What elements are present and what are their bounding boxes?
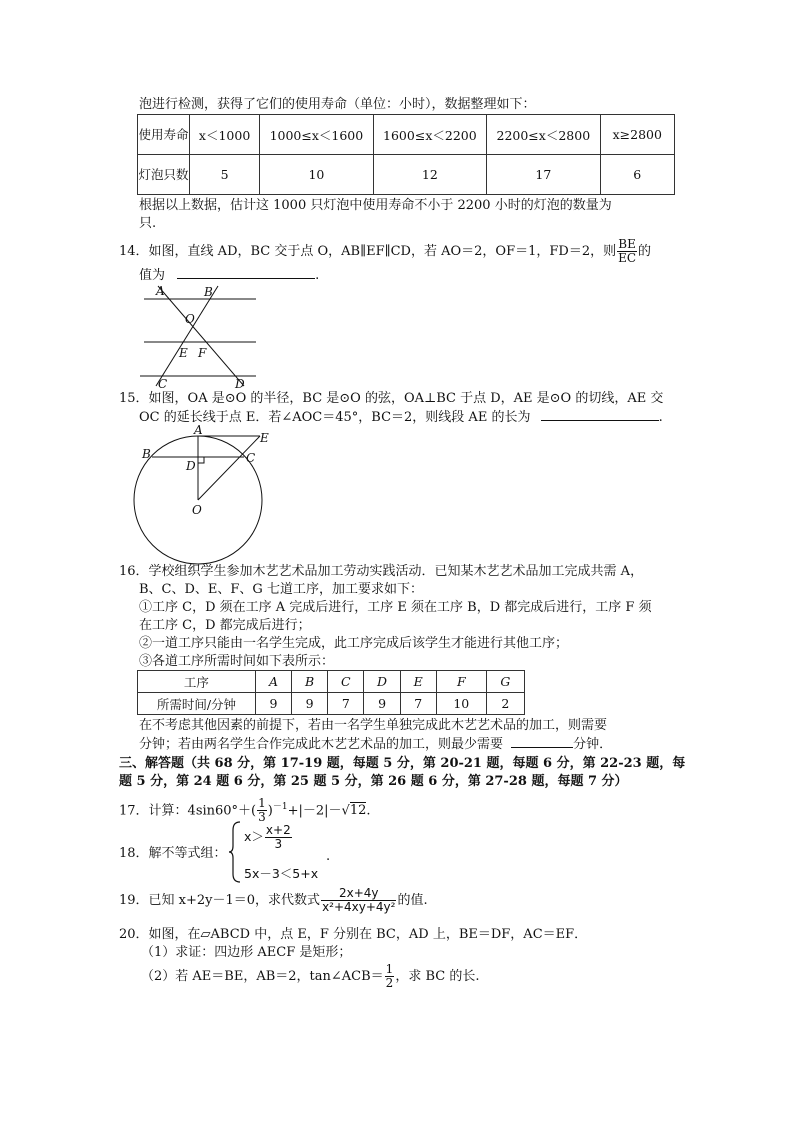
q14-label-c: C — [158, 377, 168, 390]
q19-num: 2x+4y — [321, 887, 396, 901]
q15-answer-blank[interactable] — [541, 408, 659, 421]
q13-table — [137, 114, 675, 195]
q14-frac-den: EC — [618, 251, 637, 265]
q15-label-e: E — [260, 431, 269, 445]
q20-part2 — [141, 962, 479, 992]
q16-line6: ③各道工序所需时间如下表所示： — [139, 654, 335, 669]
q20-frac-den: 2 — [385, 976, 394, 990]
q17-sqrt-value: 12 — [349, 803, 367, 819]
q15-label-c: C — [246, 451, 256, 465]
q14-label-f: F — [198, 346, 207, 360]
q17-prefix: 17．计算：4sin60°＋( — [119, 803, 257, 819]
q15-label-d: D — [186, 459, 196, 473]
q20-line1: 20．如图，在▱ABCD 中，点 E，F 分别在 BC，AD 上，BE＝DF，AC＝EF． — [119, 927, 588, 942]
q19-den: x²+4xy+4y² — [322, 900, 396, 914]
q13-conclusion-2: 只. — [139, 216, 157, 231]
q18-prefix: 18．解不等式组： — [119, 846, 227, 861]
q16-header-d: D — [364, 671, 400, 693]
q14-label-b: B — [204, 285, 213, 299]
q16-time-g: 2 — [486, 693, 524, 715]
q13-count-1: 5 — [190, 155, 260, 195]
q17-line — [119, 793, 371, 825]
q16-line3: ①工序 C，D 须在工序 A 完成后进行，工序 E 须在工序 B，D 都完成后进行，工序 F 须 — [139, 600, 652, 615]
q13-intro: 泡进行检测，获得了它们的使用寿命（单位：小时），数据整理如下： — [139, 97, 536, 112]
q13-count-4: 17 — [487, 155, 600, 195]
q14-frac-after: 的 — [638, 244, 652, 259]
q14-answer-label: 值为 — [139, 268, 166, 283]
q16-time-c: 7 — [328, 693, 364, 715]
q16-answer-blank[interactable] — [511, 735, 573, 748]
brace-icon — [228, 820, 242, 884]
q20-frac-num: 1 — [385, 962, 394, 976]
q16-line4: 在工序 C，D 都完成后进行； — [139, 618, 311, 633]
q19-suffix: 的值. — [397, 893, 428, 908]
q17-exponent: －1 — [272, 802, 288, 812]
q13-header-lt1000: x＜1000 — [190, 115, 260, 155]
q17-frac-num: 1 — [258, 796, 266, 811]
q15-label-b: B — [142, 447, 151, 461]
q15-label-a: A — [194, 424, 203, 437]
q16-time-b: 9 — [292, 693, 328, 715]
section3-line2: 题 5 分，第 24 题 6 分，第 25 题 5 分，第 26 题 6 分，第 27-28 题，每题 7 分） — [119, 774, 628, 789]
q14-label-e: E — [179, 346, 188, 360]
q13-header-1600-2200: 1600≤x＜2200 — [373, 115, 486, 155]
q16-line8-end: 分钟． — [573, 737, 613, 752]
q16-header-f: F — [436, 671, 486, 693]
q15-line1: 15．如图，OA 是⊙O 的半径，BC 是⊙O 的弦，OA⊥BC 于点 D，AE 是⊙O 的切线，AE 交 — [119, 391, 664, 406]
q15-end: . — [658, 410, 663, 425]
q13-header-2200-2800: 2200≤x＜2800 — [487, 115, 600, 155]
q16-time-f: 10 — [436, 693, 486, 715]
q16-line8-text: 分钟；若由两名学生合作完成此木艺艺术品的加工，则最少需要 — [139, 737, 504, 752]
q13-header-lifetime: 使用寿命 — [138, 115, 190, 155]
q14-frac-num: BE — [618, 237, 636, 251]
q16-header-c: C — [328, 671, 364, 693]
q13-count-2: 10 — [260, 155, 373, 195]
q20-part2-end: ，求 BC 的长. — [395, 969, 480, 984]
q16-line7: 在不考虑其他因素的前提下，若由一名学生单独完成此木艺艺术品的加工，则需要 — [139, 718, 608, 733]
q16-header-e: E — [400, 671, 436, 693]
q18-end: . — [326, 849, 331, 864]
q14-label-o: O — [185, 312, 195, 326]
q13-header-1000-1600: 1000≤x＜1600 — [260, 115, 373, 155]
q18-inequality-2: 5x－3＜5+x — [244, 866, 319, 881]
q14-label-d: D — [235, 377, 245, 390]
q18-ineq1-num: x+2 — [265, 823, 291, 837]
q13-count-5: 6 — [600, 155, 674, 195]
q14-line1 — [119, 238, 651, 265]
q16-time-a: 9 — [255, 693, 291, 715]
q16-line2: B、C、D、E、F、G 七道工序，加工要求如下： — [139, 582, 423, 597]
q15-label-o: O — [192, 503, 202, 517]
q16-header-a: A — [255, 671, 291, 693]
q16-line5: ②一道工序只能由一名学生完成，此工序完成后该学生才能进行其他工序； — [139, 636, 569, 651]
q16-header-b: B — [292, 671, 328, 693]
q16-time-d: 9 — [364, 693, 400, 715]
q17-rest: +|－2|－ — [287, 803, 342, 819]
sqrt-icon: √ — [341, 803, 350, 819]
q13-row-bulb-count: 灯泡只数 — [138, 155, 190, 195]
q16-row-time: 所需时间/分钟 — [138, 693, 256, 715]
q16-header-process: 工序 — [138, 671, 256, 693]
section3-line1: 三、解答题（共 68 分，第 17-19 题，每题 5 分，第 20-21 题，每题 6 分，第 22-23 题，每 — [119, 756, 686, 771]
q14-text: 14．如图，直线 AD，BC 交于点 O，AB∥EF∥CD，若 AO＝2，OF＝1，FD＝2，则 — [119, 244, 617, 259]
q20-part1: （1）求证：四边形 AECF 是矩形； — [141, 945, 352, 960]
q16-line8 — [139, 735, 612, 754]
q17-end: . — [366, 803, 371, 819]
q17-frac-den: 3 — [258, 810, 266, 825]
q18-inequality-1 — [244, 823, 293, 851]
q14-label-a: A — [156, 284, 165, 298]
q13-conclusion-1: 根据以上数据，估计这 1000 只灯泡中使用寿命不小于 2200 小时的灯泡的数量为 — [139, 198, 612, 213]
q15-figure — [132, 424, 280, 566]
q14-answer-blank[interactable] — [177, 266, 315, 279]
q17-suffix: ) — [267, 803, 273, 819]
q20-part2-text: （2）若 AE＝BE，AB＝2，tan∠ACB＝ — [141, 969, 384, 984]
q16-table — [137, 670, 525, 715]
q13-header-ge2800: x≥2800 — [600, 115, 674, 155]
q16-header-g: G — [486, 671, 524, 693]
q14-end: . — [315, 268, 320, 283]
q19-prefix: 19．已知 x+2y－1＝0，求代数式 — [119, 893, 321, 908]
q16-line1: 16．学校组织学生参加木艺艺术品加工劳动实践活动．已知某木艺艺术品加工完成共需 A， — [119, 564, 644, 579]
q13-count-3: 12 — [373, 155, 486, 195]
q14-figure — [134, 282, 264, 390]
q18-ineq1-den: 3 — [274, 837, 283, 851]
q18-ineq1-left: x＞ — [244, 829, 264, 844]
q16-time-e: 7 — [400, 693, 436, 715]
q19-line — [119, 884, 428, 918]
q15-text: OC 的延长线于点 E．若∠AOC＝45°，BC＝2，则线段 AE 的长为 — [139, 410, 531, 425]
